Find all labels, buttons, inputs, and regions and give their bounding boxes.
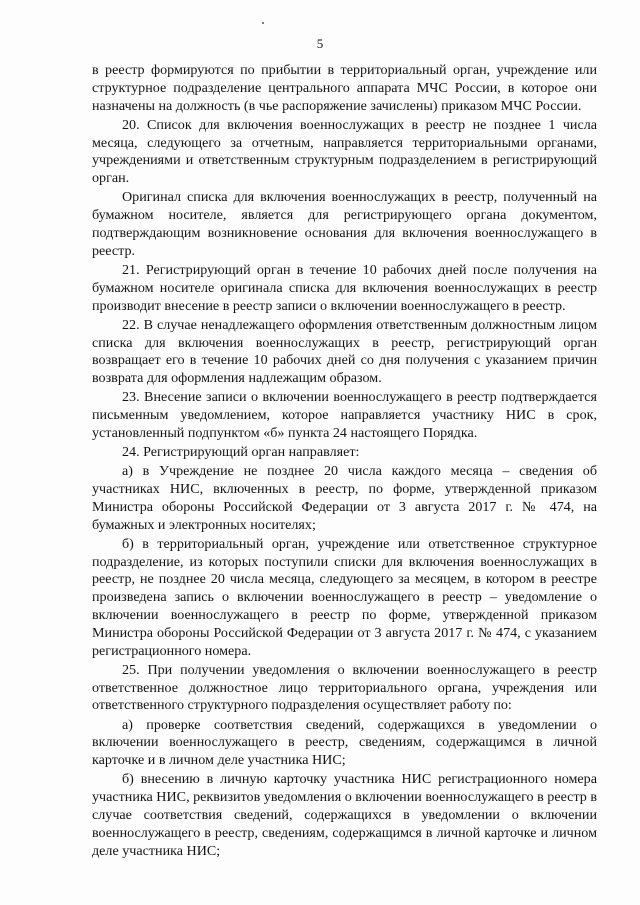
paragraph-item-25-b: б) внесению в личную карточку участника НИС регистрационного номера участника НИС, реквизитов уведомления о включении военнослужащего в реестр в случае соответствия сведений, содержащихся в уведомлении о включении военнослужащего в реестр, сведениям, содержащимся в личной карточке и личном деле участника НИС; xyxy=(92,771,597,859)
document-body xyxy=(92,62,597,862)
scan-speck xyxy=(262,22,264,24)
paragraph-item-23: 23. Внесение записи о включении военнослужащего в реестр подтверждается письменным уведомлением, которое направляется участнику НИС в срок, установленный подпунктом «б» пункта 24 настоящего Порядка. xyxy=(92,389,597,441)
paragraph-item-21: 21. Регистрирующий орган в течение 10 рабочих дней после получения на бумажном носителе оригинала списка для включения военнослужащих в реестр производит внесение в реестр записи о включении военнослужащего в реестр. xyxy=(92,261,597,314)
paragraph-item-22: 22. В случае ненадлежащего оформления ответственным должностным лицом списка для включения военнослужащих в реестр, регистрирующий орган возвращает его в течение 10 рабочих дней со дня получения с указанием причин возврата для оформления надлежащим образом. xyxy=(92,316,597,387)
paragraph-item-25-a: а) проверке соответствия сведений, содержащихся в уведомлении о включении военнослужащего в реестр, сведениям, содержащимся в личной карточке и в личном деле участника НИС; xyxy=(92,716,597,769)
page-number: 5 xyxy=(316,36,324,51)
paragraph-item-24: 24. Регистрирующий орган направляет: xyxy=(122,444,360,461)
paragraph-item-24-a: а) в Учреждение не позднее 20 числа каждого месяца – сведения об участниках НИС, включенных в реестр, по форме, утвержденной приказом Министра обороны Российской Федерации от 3 августа 2017 г. № 474, на бумажных и электронных носителях; xyxy=(92,463,597,533)
paragraph-continuation: в реестр формируются по прибытии в территориальный орган, учреждение или структурное подразделение центрального аппарата МЧС России, в которое они назначены на должность (в чье распоряжение зачислены) приказом МЧС России. xyxy=(92,62,597,114)
paragraph-item-24-b: б) в территориальный орган, учреждение или ответственное структурное подразделение, из которых поступили списки для включения военнослужащих в реестр, не позднее 20 числа месяца, следующего за месяцем, в котором в реестре произведена запись о включении военнослужащего в реестр – уведомление о включении военнослужащего в реестр по форме, утвержденной приказом Министра обороны Российской Федерации от 3 августа 2017 г. № 474, с указанием регистрационного номера. xyxy=(92,535,597,659)
paragraph-item-25: 25. При получении уведомления о включении военнослужащего в реестр ответственное должностное лицо территориального органа, учреждения или ответственного структурного подразделения осуществляет работу по: xyxy=(92,661,597,714)
paragraph-item-20: 20. Список для включения военнослужащих в реестр не позднее 1 числа месяца, следующего за отчетным, направляется территориальными органами, учреждениями и ответственным структурным подразделением в регистрирующий орган. xyxy=(92,116,597,187)
paragraph-original-list: Оригинал списка для включения военнослужащих в реестр, полученный на бумажном носителе, является для регистрирующего органа документом, подтверждающим возникновение основания для включения военнослужащего в реестр. xyxy=(92,189,597,259)
